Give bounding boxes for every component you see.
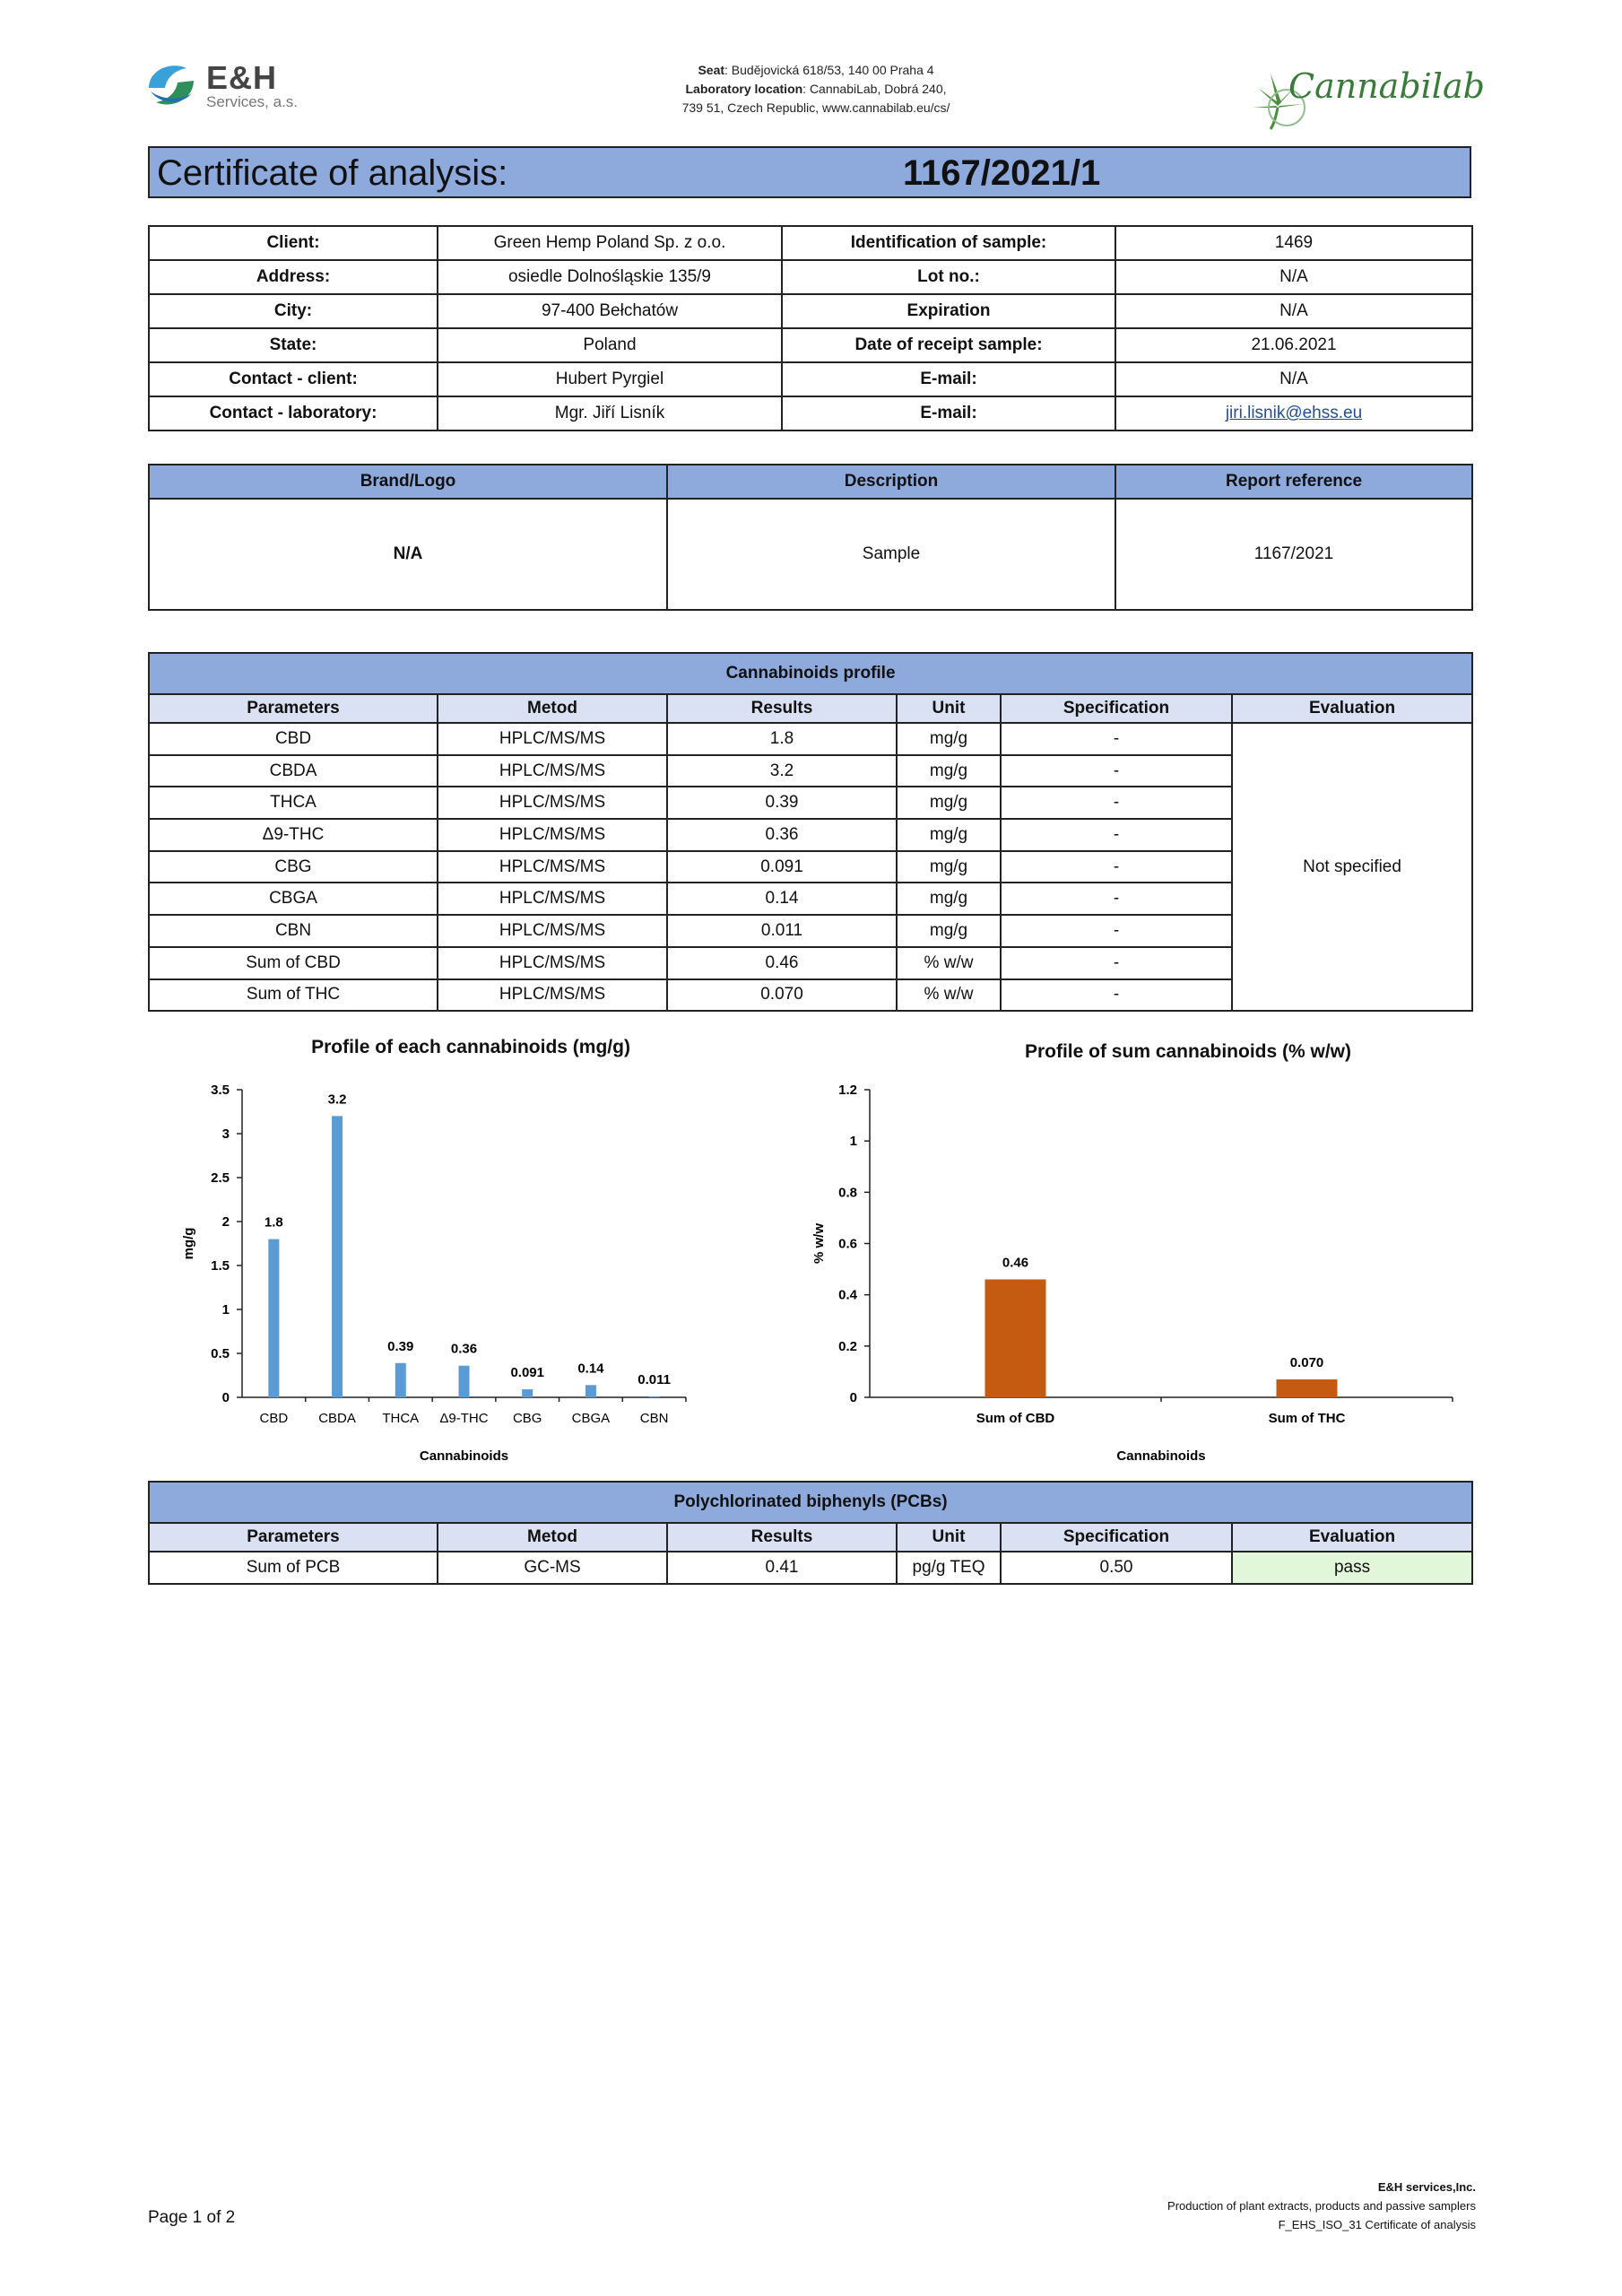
y-tick-label: 1.5 [211, 1258, 230, 1274]
eh-logo-title: E&H [206, 59, 278, 96]
method-cell: HPLC/MS/MS [438, 883, 667, 915]
bar [522, 1389, 533, 1397]
table-row [149, 328, 1472, 362]
y-tick-label: 2.5 [211, 1170, 230, 1186]
x-tick-label: THCA [382, 1411, 420, 1426]
specification-cell: 0.50 [1001, 1552, 1232, 1584]
lab-address [628, 61, 1004, 117]
y-tick-label: 0.8 [838, 1185, 857, 1201]
x-tick-label: Δ9-THC [439, 1411, 489, 1426]
label-cell: Address: [149, 260, 438, 294]
seat-label: Seat [698, 63, 725, 77]
method-cell: HPLC/MS/MS [438, 915, 667, 947]
table-row [149, 294, 1472, 328]
column-header: Evaluation [1232, 1523, 1472, 1552]
client-info-table [148, 225, 1473, 431]
unit-cell: mg/g [897, 883, 1001, 915]
label-cell: E-mail: [782, 362, 1115, 396]
bar [585, 1385, 596, 1397]
chart2-title: Profile of sum cannabinoids (% w/w) [1024, 1041, 1352, 1062]
sum-cannabinoids-chart [798, 1072, 1479, 1475]
parameter-cell: Sum of PCB [149, 1552, 438, 1584]
x-tick-label: CBD [259, 1411, 289, 1426]
result-cell: 1.8 [667, 723, 897, 755]
data-label: 0.46 [1002, 1255, 1029, 1271]
unit-cell: pg/g TEQ [897, 1552, 1001, 1584]
x-axis-title: Cannabinoids [419, 1448, 509, 1464]
result-cell: 0.14 [667, 883, 897, 915]
unit-cell: % w/w [897, 979, 1001, 1012]
x-tick-label: CBDA [318, 1411, 356, 1426]
label-cell: Identification of sample: [782, 226, 1115, 260]
y-axis-title: mg/g [181, 1227, 196, 1260]
label-cell: State: [149, 328, 438, 362]
method-cell: HPLC/MS/MS [438, 979, 667, 1012]
eh-logo-subtitle: Services, a.s. [206, 93, 299, 110]
value-cell: N/A [1115, 260, 1472, 294]
value-cell: Green Hemp Poland Sp. z o.o. [438, 226, 782, 260]
parameter-cell: THCA [149, 787, 438, 819]
table-header-row [149, 465, 1472, 499]
parameter-cell: Sum of CBD [149, 947, 438, 979]
result-cell: 0.41 [667, 1552, 897, 1584]
table-row [149, 396, 1472, 430]
column-header: Metod [438, 1523, 667, 1552]
y-tick-label: 1.2 [838, 1083, 857, 1098]
bar [1277, 1379, 1338, 1397]
label-cell: Expiration [782, 294, 1115, 328]
data-label: 3.2 [327, 1091, 347, 1108]
specification-cell: - [1001, 755, 1232, 787]
lab-email-link[interactable]: jiri.lisnik@ehss.eu [1225, 404, 1363, 422]
result-cell: 0.36 [667, 819, 897, 851]
table-header-row [149, 1523, 1472, 1552]
result-cell: 0.011 [667, 915, 897, 947]
bar [332, 1116, 343, 1397]
footer-info [1031, 2178, 1476, 2234]
footer-line2: Production of plant extracts, products and passive samplers [1167, 2199, 1476, 2213]
table-row [149, 1552, 1472, 1584]
column-header: Results [667, 1523, 897, 1552]
footer-company: E&H services,Inc. [1377, 2180, 1476, 2194]
table-row [149, 362, 1472, 396]
y-tick-label: 0.2 [838, 1338, 857, 1354]
y-tick-label: 0.5 [211, 1346, 230, 1361]
table-row [149, 499, 1472, 610]
specification-cell: - [1001, 915, 1232, 947]
column-header: Unit [897, 694, 1001, 723]
column-header: Evaluation [1232, 694, 1472, 723]
seat-address: : Budějovická 618/53, 140 00 Praha 4 [724, 63, 934, 77]
x-tick-label: CBG [512, 1411, 542, 1426]
unit-cell: mg/g [897, 851, 1001, 883]
column-header: Specification [1001, 694, 1232, 723]
column-header: Parameters [149, 694, 438, 723]
column-header: Brand/Logo [149, 465, 667, 499]
chart1-title: Profile of each cannabinoids (mg/g) [311, 1037, 630, 1057]
table-row [149, 226, 1472, 260]
value-cell: 21.06.2021 [1115, 328, 1472, 362]
parameter-cell: Δ9-THC [149, 819, 438, 851]
column-header: Report reference [1115, 465, 1472, 499]
result-cell: 0.46 [667, 947, 897, 979]
result-cell: 0.070 [667, 979, 897, 1012]
column-header: Unit [897, 1523, 1001, 1552]
cannabinoids-mg-chart [161, 1072, 753, 1475]
cannabinoids-profile-title: Cannabinoids profile [149, 653, 1472, 694]
value-cell: N/A [1115, 294, 1472, 328]
description-value: Sample [667, 499, 1115, 610]
brand-logo-value: N/A [149, 499, 667, 610]
table-row [149, 723, 1472, 755]
value-cell: N/A [1115, 362, 1472, 396]
y-tick-label: 0.4 [838, 1287, 857, 1303]
y-tick-label: 3.5 [211, 1083, 230, 1098]
parameter-cell: CBD [149, 723, 438, 755]
y-tick-label: 0.6 [838, 1236, 857, 1252]
lab-location-label: Laboratory location [685, 82, 803, 96]
bar [395, 1363, 406, 1397]
column-header: Metod [438, 694, 667, 723]
x-tick-label: Sum of CBD [976, 1411, 1055, 1426]
specification-cell: - [1001, 979, 1232, 1012]
bar [268, 1239, 279, 1397]
y-tick-label: 1 [849, 1134, 857, 1150]
specification-cell: - [1001, 723, 1232, 755]
data-label: 0.091 [510, 1365, 544, 1381]
certificate-number: 1167/2021/1 [903, 153, 1101, 193]
label-cell: Date of receipt sample: [782, 328, 1115, 362]
specification-cell: - [1001, 787, 1232, 819]
method-cell: HPLC/MS/MS [438, 947, 667, 979]
certificate-title-bar [148, 146, 1471, 198]
y-tick-label: 0 [849, 1390, 857, 1405]
evaluation-cell: Not specified [1232, 723, 1472, 1011]
y-tick-label: 2 [221, 1214, 230, 1230]
cannabinoids-table [148, 652, 1473, 1012]
column-header: Results [667, 694, 897, 723]
cannabilab-logo [1251, 61, 1485, 133]
method-cell: GC-MS [438, 1552, 667, 1584]
method-cell: HPLC/MS/MS [438, 819, 667, 851]
data-label: 0.14 [577, 1361, 604, 1377]
label-cell: Contact - laboratory: [149, 396, 438, 430]
label-cell: Contact - client: [149, 362, 438, 396]
y-tick-label: 1 [221, 1302, 230, 1318]
x-tick-label: CBGA [571, 1411, 611, 1426]
y-tick-label: 3 [221, 1126, 230, 1142]
bar [649, 1396, 660, 1397]
data-label: 0.011 [638, 1371, 672, 1387]
parameter-cell: CBGA [149, 883, 438, 915]
lab-location: : CannabiLab, Dobrá 240, [802, 82, 947, 96]
lab-location-line3: 739 51, Czech Republic, www.cannabilab.eu/cs/ [681, 100, 950, 115]
specification-cell: - [1001, 851, 1232, 883]
pcb-table [148, 1481, 1473, 1585]
report-reference-value: 1167/2021 [1115, 499, 1472, 610]
specification-cell: - [1001, 819, 1232, 851]
eh-logo-icon [145, 61, 197, 109]
value-cell: Poland [438, 328, 782, 362]
bar [459, 1366, 470, 1397]
x-axis-title: Cannabinoids [1116, 1448, 1206, 1464]
x-tick-label: CBN [639, 1411, 669, 1426]
table-title-row [149, 1482, 1472, 1523]
table-header-row [149, 694, 1472, 723]
parameter-cell: CBDA [149, 755, 438, 787]
table-title-row [149, 653, 1472, 694]
value-cell [1115, 396, 1472, 430]
data-label: 0.070 [1289, 1354, 1324, 1370]
unit-cell: mg/g [897, 787, 1001, 819]
x-tick-label: Sum of THC [1268, 1411, 1346, 1426]
value-cell: Hubert Pyrgiel [438, 362, 782, 396]
unit-cell: mg/g [897, 723, 1001, 755]
cannabilab-logo-text: Cannabilab [1288, 66, 1485, 106]
method-cell: HPLC/MS/MS [438, 755, 667, 787]
pcb-title: Polychlorinated biphenyls (PCBs) [149, 1482, 1472, 1523]
brand-table [148, 464, 1473, 611]
data-label: 0.36 [450, 1341, 478, 1357]
value-cell: osiedle Dolnośląskie 135/9 [438, 260, 782, 294]
method-cell: HPLC/MS/MS [438, 723, 667, 755]
table-row [149, 260, 1472, 294]
label-cell: Client: [149, 226, 438, 260]
label-cell: City: [149, 294, 438, 328]
evaluation-pass-cell: pass [1232, 1552, 1472, 1584]
column-header: Specification [1001, 1523, 1232, 1552]
y-tick-label: 0 [221, 1390, 230, 1405]
unit-cell: % w/w [897, 947, 1001, 979]
data-label: 1.8 [264, 1214, 283, 1231]
method-cell: HPLC/MS/MS [438, 787, 667, 819]
column-header: Parameters [149, 1523, 438, 1552]
specification-cell: - [1001, 883, 1232, 915]
result-cell: 3.2 [667, 755, 897, 787]
label-cell: Lot no.: [782, 260, 1115, 294]
value-cell: 1469 [1115, 226, 1472, 260]
method-cell: HPLC/MS/MS [438, 851, 667, 883]
bar [985, 1280, 1046, 1397]
value-cell: 97-400 Bełchatów [438, 294, 782, 328]
result-cell: 0.39 [667, 787, 897, 819]
specification-cell: - [1001, 947, 1232, 979]
unit-cell: mg/g [897, 819, 1001, 851]
unit-cell: mg/g [897, 915, 1001, 947]
page-number: Page 1 of 2 [148, 2208, 236, 2227]
result-cell: 0.091 [667, 851, 897, 883]
y-axis-title: % w/w [811, 1222, 827, 1265]
label-cell: E-mail: [782, 396, 1115, 430]
certificate-title: Certificate of analysis: [157, 153, 508, 193]
footer-line3: F_EHS_ISO_31 Certificate of analysis [1278, 2218, 1476, 2231]
unit-cell: mg/g [897, 755, 1001, 787]
parameter-cell: CBG [149, 851, 438, 883]
column-header: Description [667, 465, 1115, 499]
data-label: 0.39 [387, 1338, 414, 1354]
eh-services-logo [145, 59, 343, 113]
parameter-cell: Sum of THC [149, 979, 438, 1012]
parameter-cell: CBN [149, 915, 438, 947]
value-cell: Mgr. Jiří Lisník [438, 396, 782, 430]
